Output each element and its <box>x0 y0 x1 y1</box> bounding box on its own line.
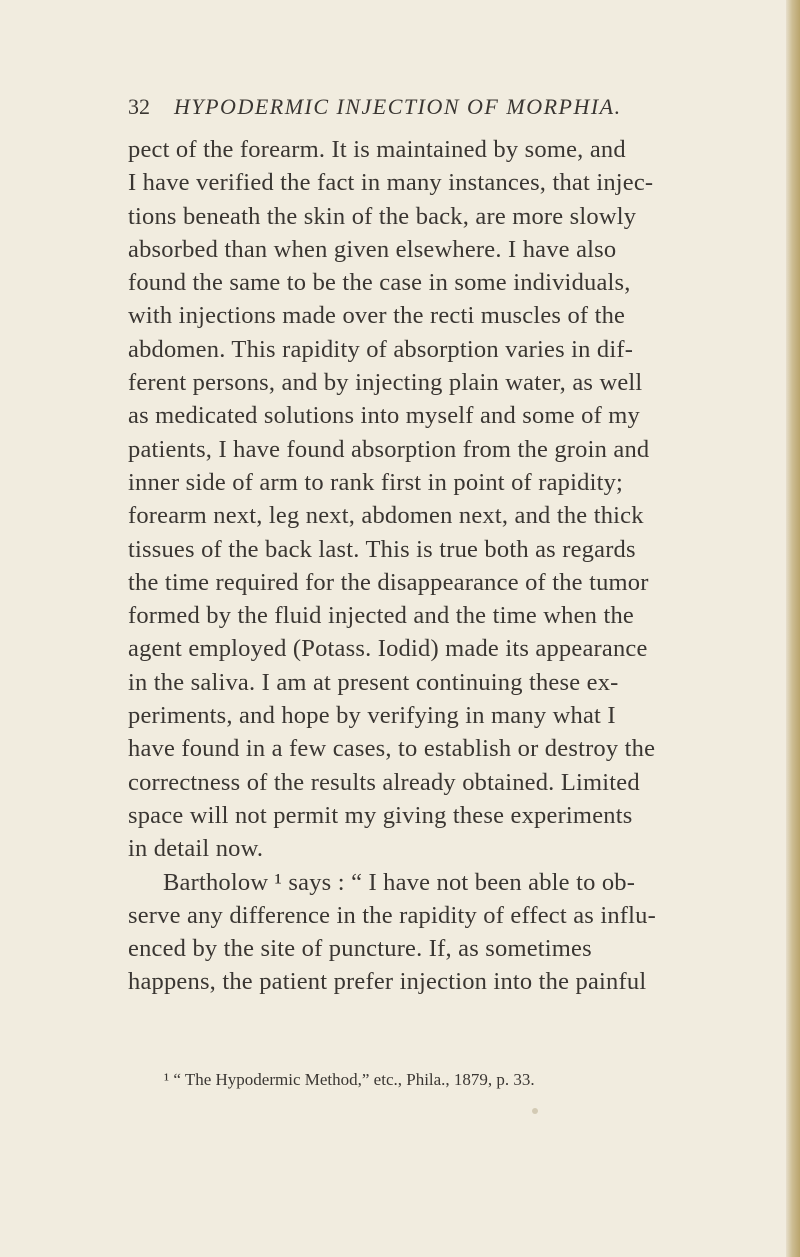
text-line: pect of the forearm. It is maintained by some, and <box>128 136 626 163</box>
text-line: absorbed than when given elsewhere. I have also <box>128 235 617 263</box>
ink-speck <box>532 1108 538 1114</box>
text-line: happens, the patient prefer injection into the painful <box>128 968 647 996</box>
footnote: ¹ “ The Hypodermic Method,” etc., Phila., 1879, p. 33. <box>164 1070 535 1089</box>
text-line: with injections made over the recti muscles of the <box>128 302 626 330</box>
text-line: in the saliva. I am at present continuing these ex- <box>128 668 619 696</box>
text-line: I have verified the fact in many instances, that injec- <box>128 169 654 197</box>
text-line: tissues of the back last. This is true both as regards <box>128 535 636 563</box>
text-line: forearm next, leg next, abdomen next, and the thick <box>128 502 644 530</box>
text-line: enced by the site of puncture. If, as sometimes <box>128 935 592 963</box>
running-title: HYPODERMIC INJECTION OF MORPHIA. <box>174 94 622 119</box>
page-edge <box>786 0 800 1257</box>
text-line: agent employed (Potass. Iodid) made its appearance <box>128 635 648 663</box>
text-line: as medicated solutions into myself and some of my <box>128 402 640 430</box>
running-head <box>128 92 748 122</box>
text-line: correctness of the results already obtained. Limited <box>128 768 640 796</box>
body-text <box>128 133 758 999</box>
text-line: inner side of arm to rank first in point of rapidity; <box>128 468 624 496</box>
text-line: the time required for the disappearance of the tumor <box>128 568 649 596</box>
text-line: found the same to be the case in some individuals, <box>128 269 631 297</box>
text-line: serve any difference in the rapidity of effect as influ- <box>128 901 656 929</box>
text-line: in detail now. <box>128 835 264 863</box>
paragraph-start-line: Bartholow ¹ says : “ I have not been able to ob- <box>163 868 636 896</box>
page-number: 32 <box>128 94 150 119</box>
text-line: have found in a few cases, to establish or destroy the <box>128 735 656 763</box>
text-line: tions beneath the skin of the back, are more slowly <box>128 202 637 230</box>
text-line: periments, and hope by verifying in many what I <box>128 702 616 730</box>
text-line: patients, I have found absorption from the groin and <box>128 435 650 463</box>
text-line: formed by the fluid injected and the time when the <box>128 602 634 630</box>
text-line: space will not permit my giving these experiments <box>128 801 633 829</box>
text-line: ferent persons, and by injecting plain water, as well <box>128 369 643 397</box>
text-line: abdomen. This rapidity of absorption varies in dif- <box>128 335 634 363</box>
